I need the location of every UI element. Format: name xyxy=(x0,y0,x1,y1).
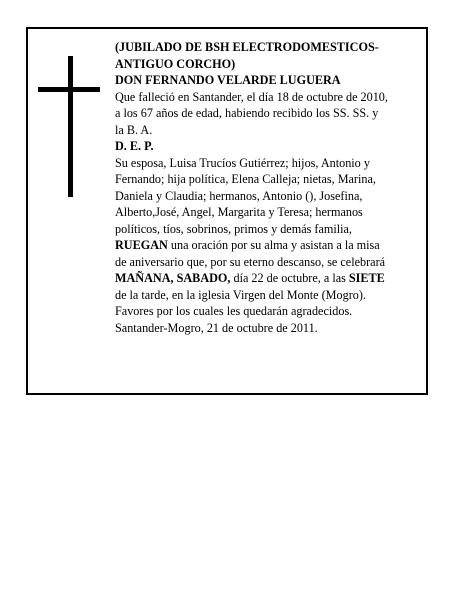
signoff-line: Santander-Mogro, 21 de octubre de 2011. xyxy=(115,320,318,335)
thanks-line: Favores por los cuales les quedarán agradecidos. xyxy=(115,304,353,318)
deceased-name: DON FERNANDO VELARDE LUGUERA xyxy=(115,73,341,87)
family-line: Daniela y Claudia; hermanos, Antonio (), Josefina, xyxy=(115,188,363,203)
family-line: Alberto,José, Angel, Margarita y Teresa; hermanos xyxy=(115,205,363,219)
heading-line: (JUBILADO DE BSH ELECTRODOMESTICOS- xyxy=(115,40,379,54)
death-info-line: la B. A. xyxy=(115,122,153,137)
request-line xyxy=(115,237,427,254)
location-line: de la tarde, en la iglesia Virgen del Monte (Mogro). xyxy=(115,287,366,302)
heading-line: ANTIGUO CORCHO) xyxy=(115,56,236,71)
siete-word: SIETE xyxy=(348,271,385,285)
family-line: políticos, tíos, sobrinos, primos y demás familia, xyxy=(115,221,352,236)
cross-icon-bar xyxy=(38,87,100,92)
obituary-notice xyxy=(26,27,428,395)
date-line xyxy=(115,270,427,287)
rip-line: D. E. P. xyxy=(115,139,154,153)
manana-word: MAÑANA, SABADO, xyxy=(115,271,231,285)
family-line: Fernando; hija política, Elena Calleja; nietas, Marina, xyxy=(115,172,376,186)
request-line: de aniversario que, por su eterno descanso, se celebrará xyxy=(115,254,386,269)
family-line: Su esposa, Luisa Trucíos Gutiérrez; hijos, Antonio y xyxy=(115,155,370,170)
request-text: una oración por su alma y asistan a la misa xyxy=(167,238,380,252)
death-info-line: a los 67 años de edad, habiendo recibido los SS. SS. y xyxy=(115,106,379,120)
cross-icon xyxy=(68,56,73,197)
date-text: día 22 de octubre, a las xyxy=(230,271,349,285)
death-info-line: Que falleció en Santander, el día 18 de octubre de 2010, xyxy=(115,89,388,104)
ruegan-word: RUEGAN xyxy=(115,238,168,252)
obituary-text xyxy=(115,39,427,336)
